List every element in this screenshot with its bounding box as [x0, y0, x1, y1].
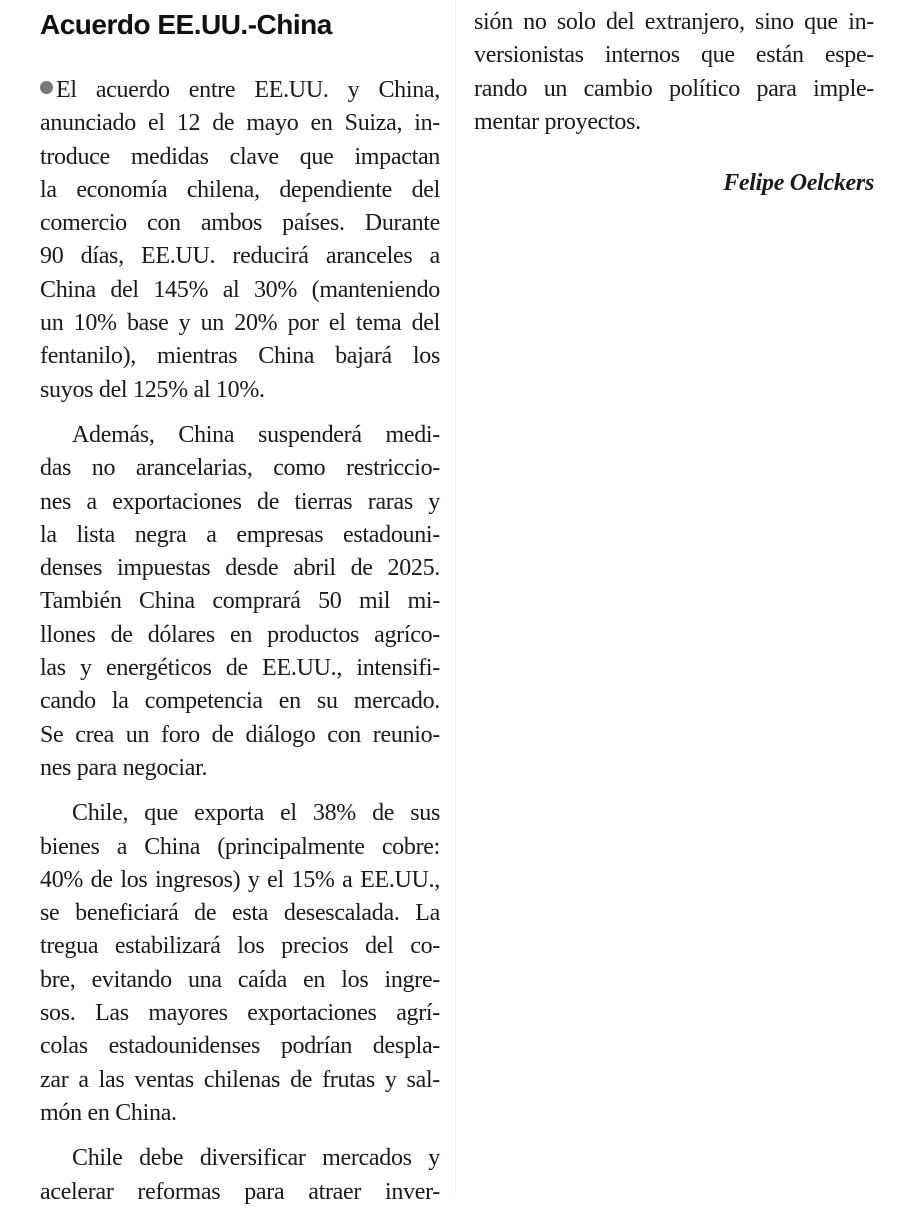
text-line: mentar proyectos.	[474, 108, 641, 135]
text-line: troduce medidas clave que impactan	[40, 143, 440, 170]
text-line: se beneficiará de esta desescalada. La	[40, 900, 440, 927]
text-line: las y energéticos de EE.UU., intensifi-	[40, 655, 440, 682]
text-line: nes para negociar.	[40, 754, 208, 781]
text-line: Se crea un foro de diálogo con reunio-	[40, 721, 440, 748]
paragraph-3	[40, 797, 440, 1130]
column-divider	[455, 0, 456, 1194]
article-headline: Acuerdo EE.UU.-China	[40, 9, 332, 40]
left-column	[40, 0, 440, 1205]
text-line: món en China.	[40, 1099, 177, 1126]
bullet-icon	[40, 81, 53, 94]
author-byline: Felipe Oelckers	[723, 170, 874, 196]
text-line: cando la competencia en su mercado.	[40, 688, 440, 715]
text-line: tregua estabilizará los precios del co-	[40, 933, 440, 960]
text-line: sión no solo del extranjero, sino que in-	[474, 9, 874, 35]
text-line: 40% de los ingresos) y el 15% a EE.UU.,	[40, 866, 440, 893]
text-line: Además, China suspenderá medi-	[72, 421, 440, 448]
text-line: denses impuestas desde abril de 2025.	[40, 555, 440, 582]
text-line: rando un cambio político para imple-	[474, 75, 874, 102]
text-line: suyos del 125% al 10%.	[40, 376, 265, 403]
text-line: sos. Las mayores exportaciones agrí-	[40, 1000, 440, 1027]
text-line: bienes a China (principalmente cobre:	[40, 833, 440, 860]
text-line: fentanilo), mientras China bajará los	[40, 343, 440, 370]
text-line: acelerar reformas para atraer inver-	[40, 1178, 440, 1205]
article-body-left	[40, 74, 440, 1209]
text-line: versionistas internos que están espe-	[474, 42, 874, 69]
paragraph-2	[40, 419, 440, 785]
text-line: comercio con ambos países. Durante	[40, 210, 440, 237]
text-line: Chile debe diversificar mercados y	[72, 1145, 440, 1172]
text-line: la economía chilena, dependiente del	[40, 176, 440, 203]
text-line: un 10% base y un 20% por el tema del	[40, 310, 440, 337]
text-line: das no arancelarias, como restriccio-	[40, 455, 440, 482]
text-line: China del 145% al 30% (manteniendo	[40, 276, 440, 303]
text-line: la lista negra a empresas estadouni-	[40, 521, 440, 548]
text-line: nes a exportaciones de tierras raras y	[40, 488, 440, 515]
text-line: zar a las ventas chilenas de frutas y sal-	[40, 1066, 440, 1093]
text-line: anunciado el 12 de mayo en Suiza, in-	[40, 110, 440, 137]
text-line: También China comprará 50 mil mi-	[40, 588, 440, 615]
text-line: 90 días, EE.UU. reducirá aranceles a	[40, 243, 440, 270]
text-line: El acuerdo entre EE.UU. y China,	[40, 74, 440, 107]
text-line: colas estadounidenses podrían despla-	[40, 1033, 440, 1060]
paragraph-4	[40, 1142, 440, 1209]
text-line: bre, evitando una caída en los ingre-	[40, 966, 440, 993]
paragraph-1	[40, 74, 440, 407]
text-line: llones de dólares en productos agríco-	[40, 621, 440, 648]
text-line: Chile, que exporta el 38% de sus	[72, 800, 440, 827]
article-body-right	[474, 6, 874, 139]
